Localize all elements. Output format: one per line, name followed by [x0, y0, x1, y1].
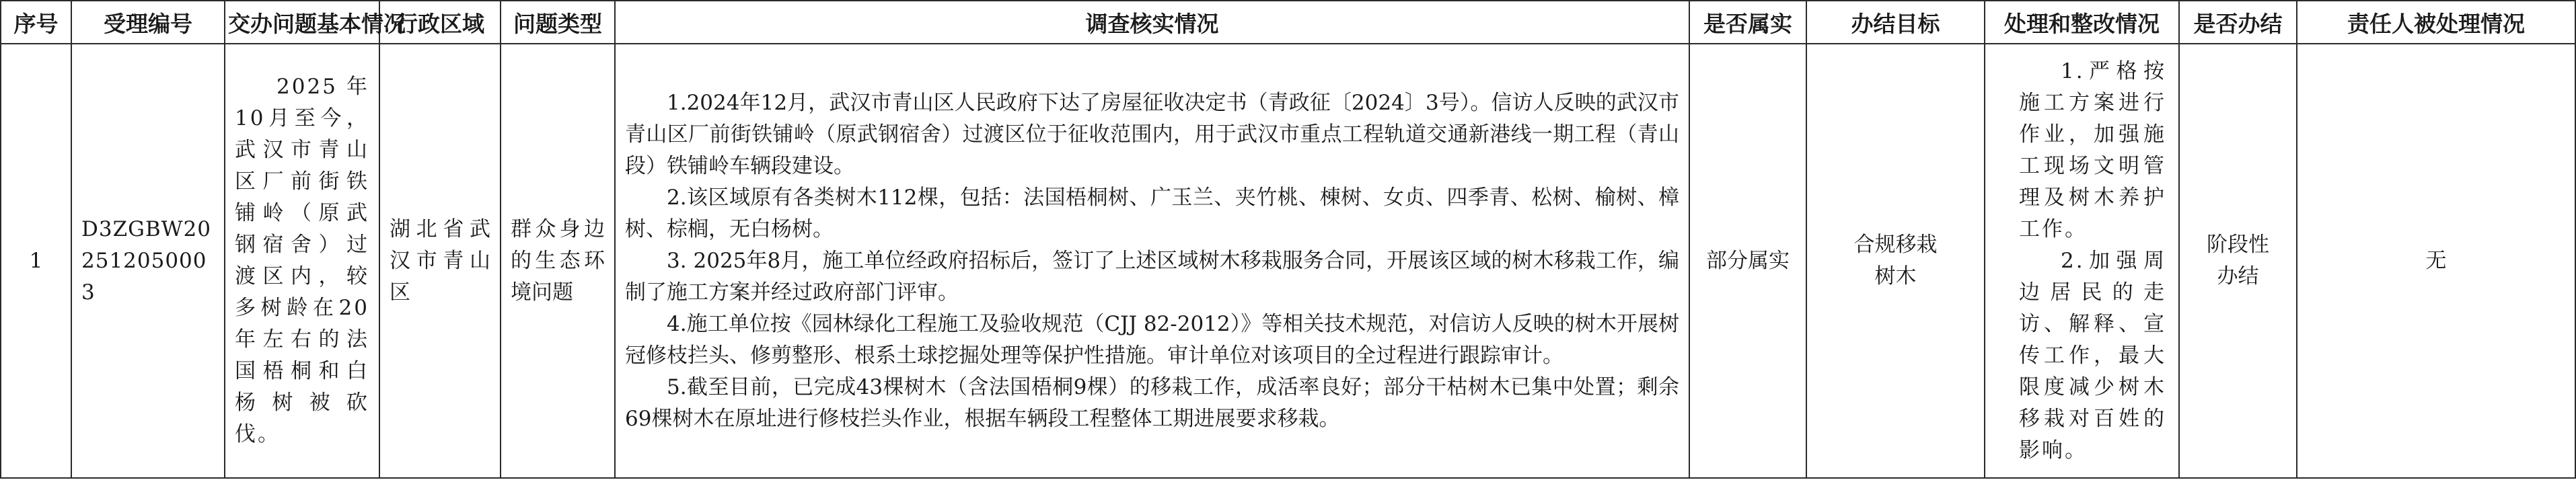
- header-closed: 是否办结: [2179, 1, 2297, 44]
- cell-case-number: D3ZGBW202512050003: [71, 44, 225, 478]
- header-rectification: 处理和整改情况: [1985, 1, 2179, 44]
- rectification-paragraph-1: 1.严格按施工方案进行作业，加强施工现场文明管理及树木养护工作。: [2019, 58, 2166, 241]
- cell-goal: 合规移栽树木: [1806, 44, 1985, 478]
- header-seq: 序号: [1, 1, 71, 44]
- header-complaint: 交办问题基本情况: [225, 1, 379, 44]
- cell-seq: 1: [1, 44, 71, 478]
- investigation-paragraph-2: 2.该区域原有各类树木112棵，包括：法国梧桐树、广玉兰、夹竹桃、棟树、女贞、四季青、松树、榆树、樟树、棕榈，无白杨树。: [625, 185, 1679, 241]
- cell-rectification: [1985, 44, 2179, 478]
- header-row: [1, 1, 2575, 44]
- investigation-paragraph-3: 3. 2025年8月，施工单位经政府招标后，签订了上述区域树木移栽服务合同，开展该区域的树木移栽工作，编制了施工方案并经过政府部门评审。: [625, 248, 1679, 305]
- cell-verified: 部分属实: [1689, 44, 1806, 478]
- header-verified: 是否属实: [1689, 1, 1806, 44]
- cell-accountability: 无: [2297, 44, 2575, 478]
- cell-region: 湖北省武汉市青山区: [379, 44, 501, 478]
- investigation-paragraph-5: 5.截至目前，已完成43棵树木（含法国梧桐9棵）的移栽工作，成活率良好；部分干枯树木已集中处置；剩余69棵树木在原址进行修枝拦头作业，根据车辆段工程整体工期进展要求移栽。: [625, 374, 1679, 431]
- investigation-paragraph-1: 1.2024年12月，武汉市青山区人民政府下达了房屋征收决定书（青政征〔2024〕3号）。信访人反映的武汉市青山区厂前街铁铺岭（原武钢宿舍）过渡区位于征收范围内，用于武汉市重点工程轨道交通新港线一期工程（青山段）铁铺岭车辆段建设。: [625, 90, 1679, 178]
- rectification-paragraph-2: 2.加强周边居民的走访、解释、宣传工作，最大限度减少树木移栽对百姓的影响。: [2019, 248, 2166, 463]
- investigation-paragraph-4: 4.施工单位按《园林绿化工程施工及验收规范（CJJ 82-2012）》等相关技术规范，对信访人反映的树木开展树冠修枝拦头、修剪整形、根系土球挖掘处理等保护性措施。审计单位对该项目的全过程进行跟踪审计。: [625, 311, 1679, 368]
- header-region: 行政区域: [379, 1, 501, 44]
- header-goal: 办结目标: [1806, 1, 1985, 44]
- cell-investigation: [615, 44, 1689, 478]
- header-investigation: 调查核实情况: [615, 1, 1689, 44]
- header-accountability: 责任人被处理情况: [2297, 1, 2575, 44]
- table-row: [1, 44, 2575, 478]
- cell-category: 群众身边的生态环境问题: [501, 44, 615, 478]
- header-category: 问题类型: [501, 1, 615, 44]
- header-case-number: 受理编号: [71, 1, 225, 44]
- cell-closed: 阶段性办结: [2179, 44, 2297, 478]
- cell-complaint: 2025年10月至今，武汉市青山区厂前街铁铺岭（原武钢宿舍）过渡区内，较多树龄在20年左右的法国梧桐和白杨树被砍伐。: [225, 44, 379, 478]
